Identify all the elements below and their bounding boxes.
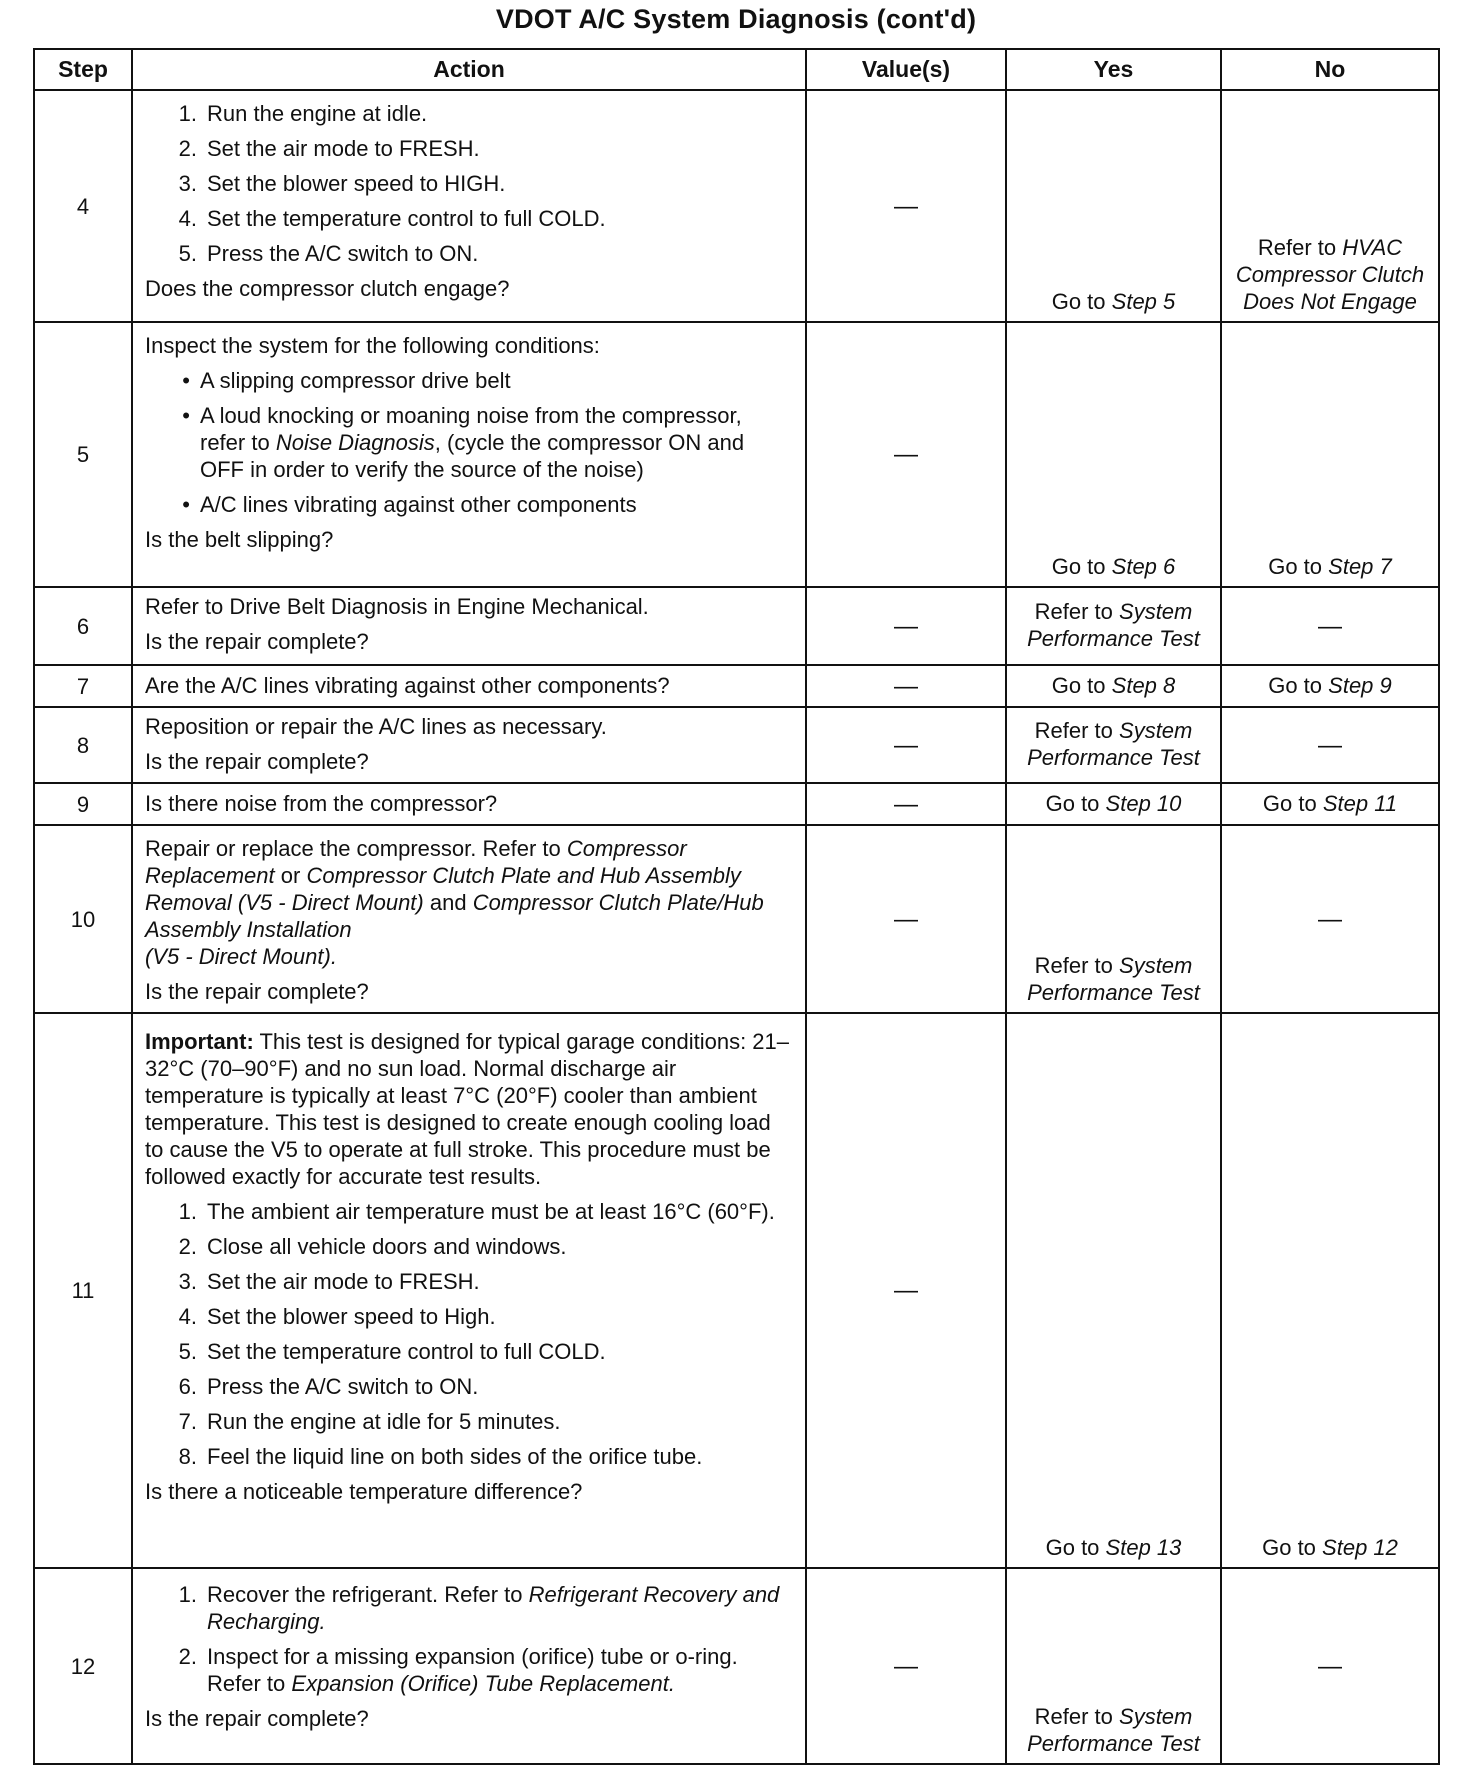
diagnosis-table xyxy=(33,48,1440,1765)
value-cell: — xyxy=(806,707,1006,783)
yes-link: Step 10 xyxy=(1105,790,1182,816)
no-cell: Go to Step 12 xyxy=(1221,1013,1439,1568)
bullet-item: • A/C lines vibrating against other components xyxy=(182,492,637,517)
list-item: 5. Press the A/C switch to ON. xyxy=(178,241,479,266)
table-row xyxy=(34,587,1439,665)
yes-cell: Go to Step 8 xyxy=(1006,665,1221,707)
list-item: 1. The ambient air temperature must be at least 16°C (60°F). xyxy=(178,1199,775,1224)
action-cell xyxy=(132,322,806,587)
action-cell xyxy=(132,783,806,825)
no-cell: Go to Step 7 xyxy=(1221,322,1439,587)
list-item: 7. Run the engine at idle for 5 minutes. xyxy=(178,1409,561,1434)
question: Is the belt slipping? xyxy=(145,527,334,552)
yes-cell: Go to Step 10 xyxy=(1006,783,1221,825)
yes-link: Step 6 xyxy=(1111,554,1176,579)
yes-cell: Go to Step 5 xyxy=(1006,90,1221,322)
table-row xyxy=(34,783,1439,825)
value-cell: — xyxy=(806,1568,1006,1764)
list-item: 5. Set the temperature control to full COLD. xyxy=(178,1339,606,1364)
value-cell: — xyxy=(806,587,1006,665)
value-cell: — xyxy=(806,90,1006,322)
yes-cell: Go to Step 6 xyxy=(1006,322,1221,587)
step-number: 6 xyxy=(34,587,132,665)
step-number: 9 xyxy=(34,783,132,825)
bullet-item: • A loud knocking or moaning noise from the compressor, refer to Noise Diagnosis, (cycle the compressor ON and OFF in order to verify the source of the noise) xyxy=(182,403,745,482)
table-row xyxy=(34,90,1439,322)
header-step: Step xyxy=(34,49,132,90)
yes-cell: Refer to System Performance Test xyxy=(1006,587,1221,665)
step-number: 12 xyxy=(34,1568,132,1764)
yes-link: Step 5 xyxy=(1111,289,1176,314)
yes-link: Step 13 xyxy=(1105,1535,1182,1560)
question: Is there a noticeable temperature difference? xyxy=(145,1479,583,1504)
action-cell xyxy=(132,825,806,1013)
step-number: 7 xyxy=(34,665,132,707)
yes-link: System Performance Test xyxy=(1027,718,1200,770)
question: Are the A/C lines vibrating against other components? xyxy=(145,673,670,698)
table-row xyxy=(34,1568,1439,1764)
header-row xyxy=(34,49,1439,90)
list-item: 2. Close all vehicle doors and windows. xyxy=(178,1234,567,1259)
value-cell: — xyxy=(806,783,1006,825)
question: Is the repair complete? xyxy=(145,1706,369,1731)
list-item: 3. Set the air mode to FRESH. xyxy=(178,1269,480,1294)
question: Is there noise from the compressor? xyxy=(145,791,498,816)
yes-cell: Refer to System Performance Test xyxy=(1006,1568,1221,1764)
header-yes: Yes xyxy=(1006,49,1221,90)
step-number: 8 xyxy=(34,707,132,783)
action-cell: Refer to Drive Belt Diagnosis in Engine Mechanical. Is the repair complete? xyxy=(132,587,806,665)
question: Does the compressor clutch engage? xyxy=(145,276,510,301)
page-title: VDOT A/C System Diagnosis (cont'd) xyxy=(495,4,977,34)
list-item: 6. Press the A/C switch to ON. xyxy=(178,1374,479,1399)
no-link: HVAC Compressor Clutch Does Not Engage xyxy=(1235,235,1425,314)
table-row xyxy=(34,665,1439,707)
list-item: 2. Set the air mode to FRESH. xyxy=(178,136,480,161)
list-item: 2. Inspect for a missing expansion (orifice) tube or o-ring. Refer to Expansion (Orifice) Tube Replacement. xyxy=(178,1644,738,1696)
step-number: 11 xyxy=(34,1013,132,1568)
header-action: Action xyxy=(132,49,806,90)
instruction-text: Repair or replace the compressor. Refer to Compressor Replacement or Compressor Clutch Plate and Hub Assembly Removal (V5 - Direct Mount) and Compressor Clutch Plate/Hub Assembly Installation (V5 - Direct Mount). xyxy=(145,836,764,969)
question: Is the repair complete? xyxy=(145,629,369,654)
yes-link: Step 8 xyxy=(1111,672,1176,698)
no-link: Step 12 xyxy=(1322,1535,1398,1560)
no-cell: Go to Step 11 xyxy=(1221,783,1439,825)
action-cell xyxy=(132,1568,806,1764)
no-cell: Refer to HVAC Compressor Clutch Does Not Engage xyxy=(1221,90,1439,322)
table-row xyxy=(34,322,1439,587)
value-cell: — xyxy=(806,665,1006,707)
step-number: 4 xyxy=(34,90,132,322)
list-item: 1. Run the engine at idle. xyxy=(178,101,428,126)
bullet-item: • A slipping compressor drive belt xyxy=(182,368,511,393)
yes-cell: Refer to System Performance Test xyxy=(1006,825,1221,1013)
step-number: 10 xyxy=(34,825,132,1013)
yes-link: System Performance Test xyxy=(1027,953,1200,1005)
action-cell xyxy=(132,90,806,322)
list-item: 4. Set the temperature control to full COLD. xyxy=(178,206,606,231)
table-row xyxy=(34,707,1439,783)
no-cell: — xyxy=(1221,1568,1439,1764)
no-cell: Go to Step 9 xyxy=(1221,665,1439,707)
action-cell xyxy=(132,665,806,707)
yes-cell: Refer to System Performance Test xyxy=(1006,707,1221,783)
no-cell: — xyxy=(1221,707,1439,783)
action-cell xyxy=(132,1013,806,1568)
value-cell: — xyxy=(806,1013,1006,1568)
list-item: 1. Recover the refrigerant. Refer to Refrigerant Recovery and Recharging. xyxy=(178,1582,780,1634)
list-item: 4. Set the blower speed to High. xyxy=(178,1304,496,1329)
value-cell: — xyxy=(806,825,1006,1013)
intro-text: Inspect the system for the following conditions: xyxy=(145,333,600,358)
header-values: Value(s) xyxy=(806,49,1006,90)
yes-cell: Go to Step 13 xyxy=(1006,1013,1221,1568)
question: Is the repair complete? xyxy=(145,749,369,774)
header-no: No xyxy=(1221,49,1439,90)
no-cell: — xyxy=(1221,825,1439,1013)
step-number: 5 xyxy=(34,322,132,587)
no-link: Step 11 xyxy=(1322,790,1398,816)
yes-link: System Performance Test xyxy=(1027,599,1200,651)
yes-link: System Performance Test xyxy=(1027,1704,1200,1756)
no-link: Step 7 xyxy=(1328,554,1392,579)
question: Is the repair complete? xyxy=(145,979,369,1004)
table-row xyxy=(34,825,1439,1013)
important-note: Important: This test is designed for typical garage conditions: 21–32°C (70–90°F) and no sun load. Normal discharge air temperature is typically at least 7°C (20°F) cooler than ambient temperature. This test is designed to create enough cooling load to cause the V5 to operate at full stroke. This procedure must be followed exactly for accurate test results. xyxy=(145,1029,790,1189)
no-cell: — xyxy=(1221,587,1439,665)
no-link: Step 9 xyxy=(1328,672,1392,698)
value-cell: — xyxy=(806,322,1006,587)
list-item: 3. Set the blower speed to HIGH. xyxy=(178,171,506,196)
action-cell: Reposition or repair the A/C lines as necessary. Is the repair complete? xyxy=(132,707,806,783)
table-row xyxy=(34,1013,1439,1568)
list-item: 8. Feel the liquid line on both sides of the orifice tube. xyxy=(178,1444,703,1469)
